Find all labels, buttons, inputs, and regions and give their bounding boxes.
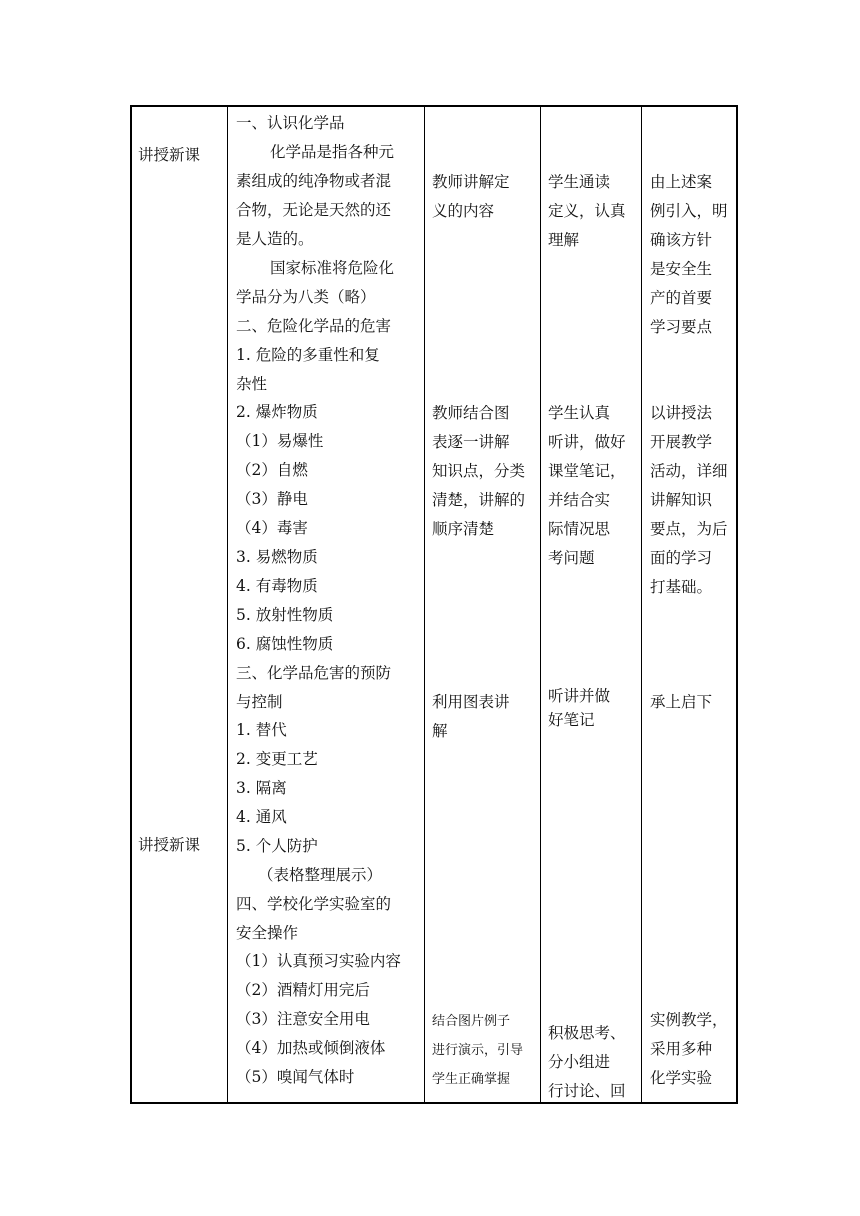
content-line: 3. 易燃物质 — [236, 548, 318, 566]
content-line: 二、危险化学品的危害 — [236, 317, 392, 335]
student-line: 定义，认真 — [548, 202, 626, 220]
content-line: （表格整理展示） — [258, 866, 383, 884]
student-line: 分小组进 — [548, 1053, 611, 1071]
content-line: 6. 腐蚀性物质 — [236, 635, 334, 653]
content-line: 杂性 — [236, 375, 268, 393]
content-line: 素组成的纯净物或者混 — [236, 172, 392, 190]
student-line: 好笔记 — [548, 711, 595, 729]
content-line: （2）酒精灯用完后 — [236, 981, 370, 999]
column-divider — [641, 107, 642, 1102]
teacher-line: 顺序清楚 — [432, 520, 495, 538]
student-line: 课堂笔记， — [548, 462, 626, 480]
content-line: （4）加热或倾倒液体 — [236, 1039, 386, 1057]
teacher-line: 结合图片例子 — [432, 1014, 511, 1029]
content-line: （5）嗅闻气体时 — [236, 1068, 355, 1086]
teacher-line: 义的内容 — [432, 202, 495, 220]
content-line: 三、化学品危害的预防 — [236, 664, 392, 682]
intent-line: 承上启下 — [650, 693, 713, 711]
content-line: （1）易爆性 — [236, 432, 324, 450]
content-line: （2）自燃 — [236, 461, 308, 479]
content-line: （4）毒害 — [236, 519, 308, 537]
column-divider — [227, 107, 228, 1102]
content-line: 4. 通风 — [236, 808, 287, 826]
intent-line: 以讲授法 — [650, 404, 713, 422]
intent-line: 确该方针 — [650, 231, 713, 249]
content-line: 5. 放射性物质 — [236, 606, 334, 624]
intent-line: 学习要点 — [650, 318, 713, 336]
content-line: （3）静电 — [236, 490, 308, 508]
student-line: 学生认真 — [548, 404, 611, 422]
teacher-line: 利用图表讲 — [432, 693, 510, 711]
intent-line: 实例教学， — [650, 1011, 728, 1029]
content-line: 1. 危险的多重性和复 — [236, 346, 380, 364]
student-line: 行讨论、回 — [548, 1082, 626, 1100]
content-line: 化学品是指各种元 — [270, 143, 395, 161]
content-line: 四、学校化学实验室的 — [236, 895, 392, 913]
section-label-middle: 讲授新课 — [138, 836, 201, 854]
student-line: 际情况思 — [548, 520, 611, 538]
teacher-line: 教师讲解定 — [432, 173, 510, 191]
student-line: 听讲并做 — [548, 687, 611, 705]
section-label-top: 讲授新课 — [138, 146, 201, 164]
content-line: 合物，无论是天然的还 — [236, 201, 392, 219]
teacher-line: 清楚，讲解的 — [432, 491, 526, 509]
student-line: 学生通读 — [548, 173, 611, 191]
student-line: 理解 — [548, 231, 580, 249]
content-line: 1. 替代 — [236, 721, 287, 739]
student-line: 考问题 — [548, 549, 595, 567]
content-line: 国家标准将危险化 — [270, 259, 395, 277]
intent-line: 开展教学 — [650, 433, 713, 451]
content-line: 是人造的。 — [236, 230, 314, 248]
intent-line: 由上述案 — [650, 173, 713, 191]
student-line: 并结合实 — [548, 491, 611, 509]
student-line: 听讲，做好 — [548, 433, 626, 451]
content-line: （3）注意安全用电 — [236, 1010, 370, 1028]
intent-line: 活动，详细 — [650, 462, 728, 480]
content-line: 2. 变更工艺 — [236, 750, 318, 768]
content-line: 5. 个人防护 — [236, 837, 318, 855]
teacher-line: 教师结合图 — [432, 404, 510, 422]
intent-line: 化学实验 — [650, 1069, 713, 1087]
column-divider — [540, 107, 541, 1102]
intent-line: 要点，为后 — [650, 520, 728, 538]
content-line: 学品分为八类（略） — [236, 288, 376, 306]
intent-line: 产的首要 — [650, 289, 713, 307]
teacher-line: 学生正确掌握 — [432, 1072, 511, 1087]
content-line: （1）认真预习实验内容 — [236, 952, 401, 970]
teacher-line: 进行演示，引导 — [432, 1043, 524, 1058]
content-line: 4. 有毒物质 — [236, 577, 318, 595]
column-divider — [424, 107, 425, 1102]
content-line: 3. 隔离 — [236, 779, 287, 797]
student-line: 积极思考、 — [548, 1024, 626, 1042]
lesson-plan-table — [130, 105, 738, 1104]
teacher-line: 表逐一讲解 — [432, 433, 510, 451]
intent-line: 例引入，明 — [650, 202, 728, 220]
intent-line: 打基础。 — [650, 578, 713, 596]
content-line: 安全操作 — [236, 924, 299, 942]
content-line: 与控制 — [236, 693, 283, 711]
intent-line: 讲解知识 — [650, 491, 713, 509]
teacher-line: 知识点，分类 — [432, 462, 526, 480]
intent-line: 面的学习 — [650, 549, 713, 567]
intent-line: 采用多种 — [650, 1040, 713, 1058]
intent-line: 是安全生 — [650, 260, 713, 278]
content-line: 2. 爆炸物质 — [236, 403, 318, 421]
teacher-line: 解 — [432, 722, 448, 740]
content-line: 一、认识化学品 — [236, 114, 345, 132]
